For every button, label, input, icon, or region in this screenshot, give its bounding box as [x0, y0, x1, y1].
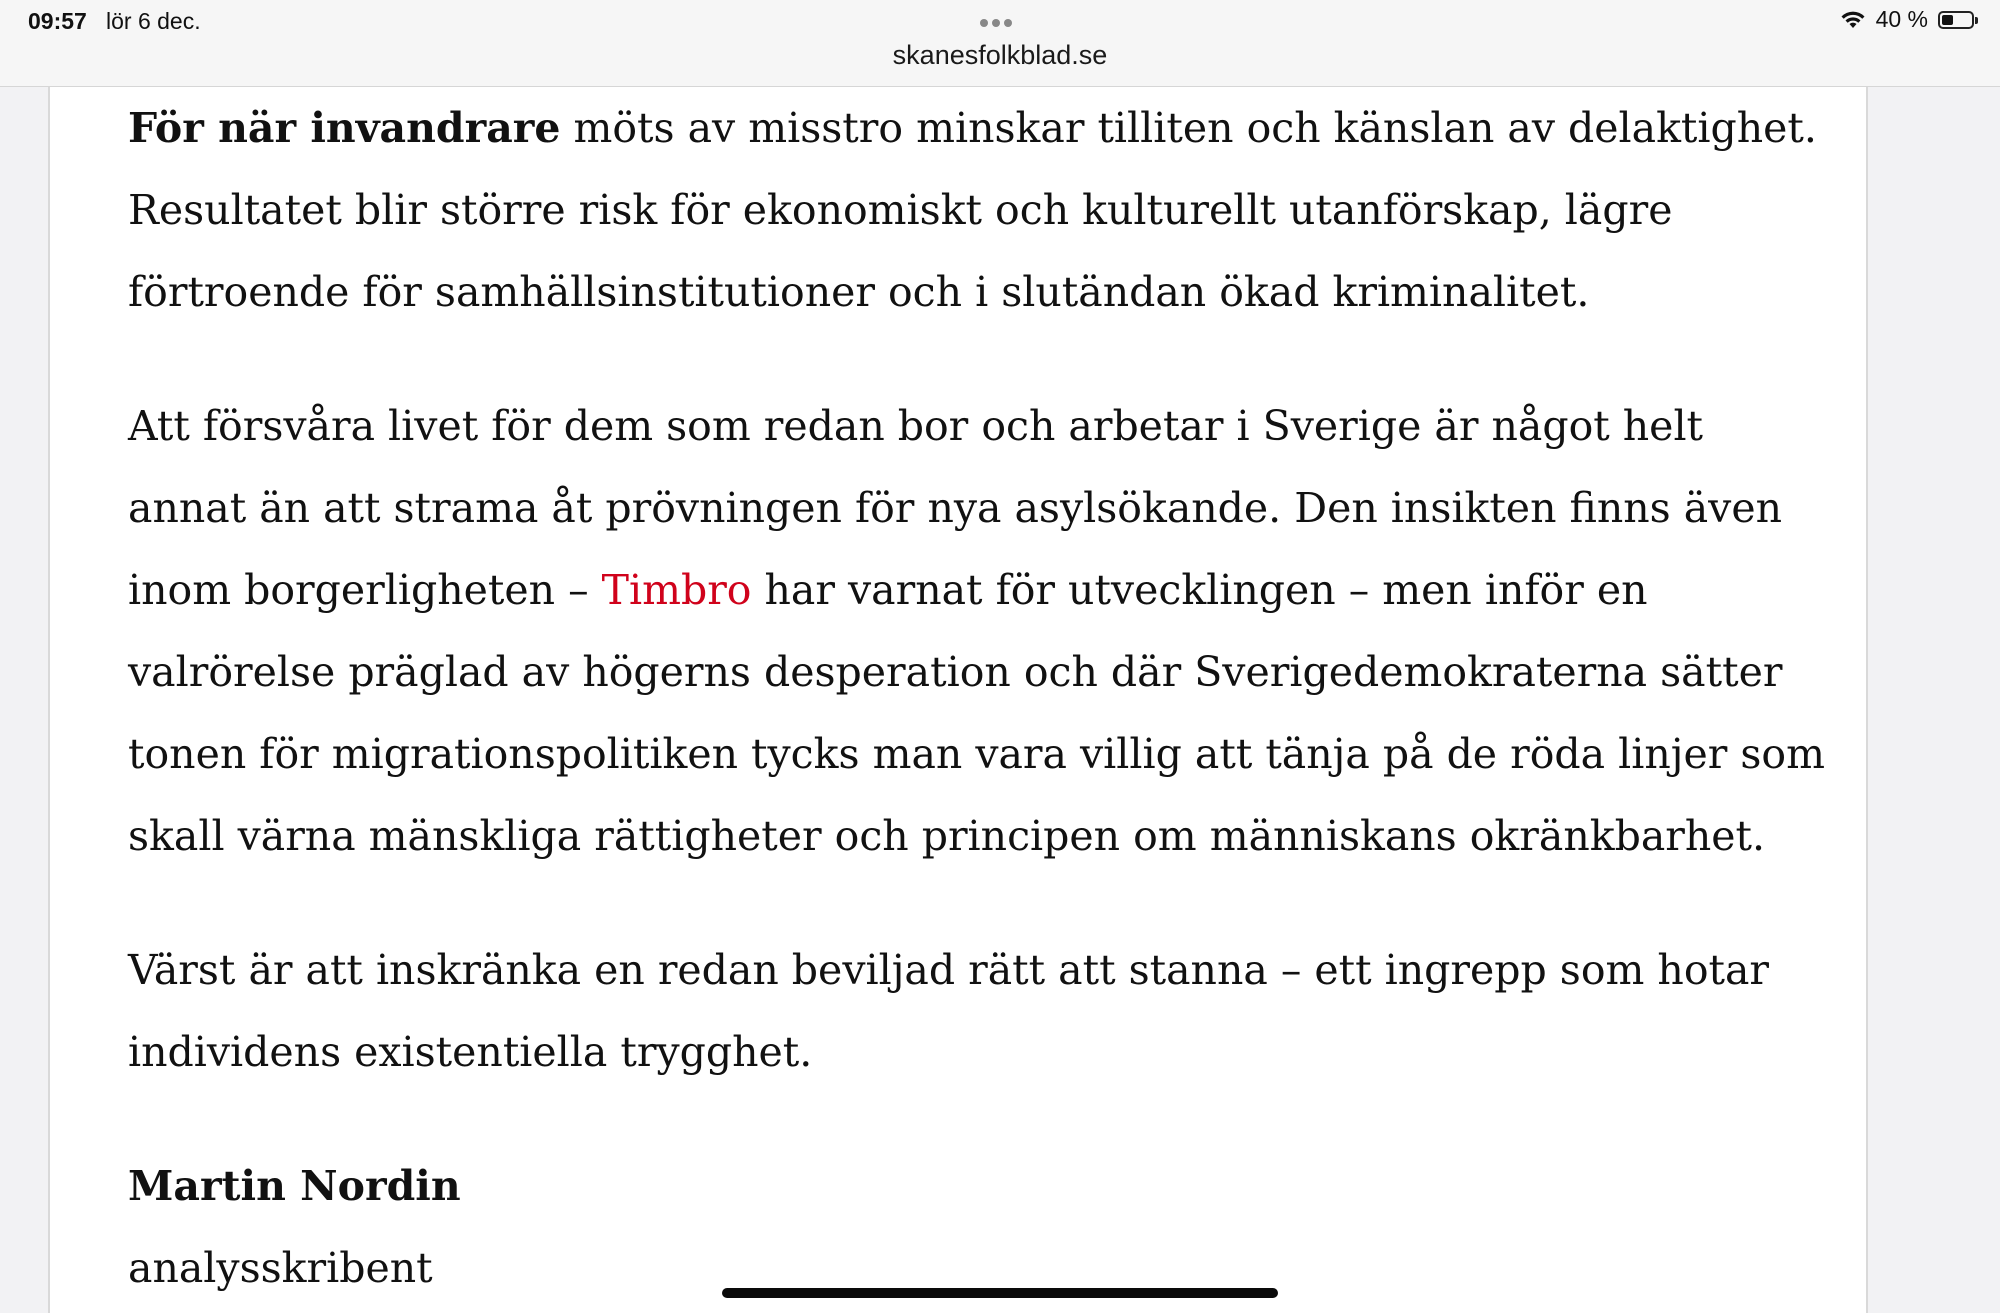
- battery-icon: [1938, 11, 1974, 29]
- paragraph-1: [128, 87, 1828, 333]
- timbro-link[interactable]: Timbro: [601, 566, 752, 614]
- status-bar: [0, 0, 2000, 87]
- status-right-group: [1840, 6, 1974, 33]
- multitasking-dots-icon[interactable]: [980, 14, 1020, 24]
- status-date: lör 6 dec.: [106, 8, 201, 34]
- status-time: 09:57: [28, 8, 87, 34]
- web-page: [48, 87, 1868, 1313]
- wifi-icon: [1840, 10, 1866, 30]
- paragraph-2-text-after: har varnat för utvecklingen – men inför en valrörelse präglad av högerns desperation och där Sverigedemokraterna sätter tonen för migrationspolitiken tycks man vara villig att tänja på de röda linjer som skall värna mänskliga rättigheter och principen om människans okränkbarhet.: [128, 566, 1825, 860]
- battery-level-fill: [1942, 15, 1953, 25]
- paragraph-2: [128, 385, 1828, 877]
- home-indicator[interactable]: [722, 1288, 1278, 1298]
- paragraph-2-text-before: Att försvåra livet för dem som redan bor och arbetar i Sverige är något helt annat än att strama åt prövningen för nya asylsökande. Den insikten finns även inom borgerligheten –: [128, 402, 1783, 614]
- article-body: [128, 87, 1828, 1309]
- author-name: Martin Nordin: [128, 1162, 461, 1210]
- paragraph-1-text: möts av misstro minskar tilliten och känslan av delaktighet. Resultatet blir större risk för ekonomiskt och kulturellt utanförskap, lägre förtroende för samhällsinstitutioner och i slutändan ökad kriminalitet.: [128, 104, 1817, 316]
- battery-percent: 40 %: [1875, 6, 1928, 32]
- paragraph-lead: För när invandrare: [128, 104, 561, 152]
- paragraph-3: Värst är att inskränka en redan beviljad rätt att stanna – ett ingrepp som hotar individens existentiella trygghet.: [128, 946, 1770, 1076]
- author-role: analysskribent: [128, 1244, 433, 1292]
- address-bar-url[interactable]: skanesfolkblad.se: [892, 40, 1108, 70]
